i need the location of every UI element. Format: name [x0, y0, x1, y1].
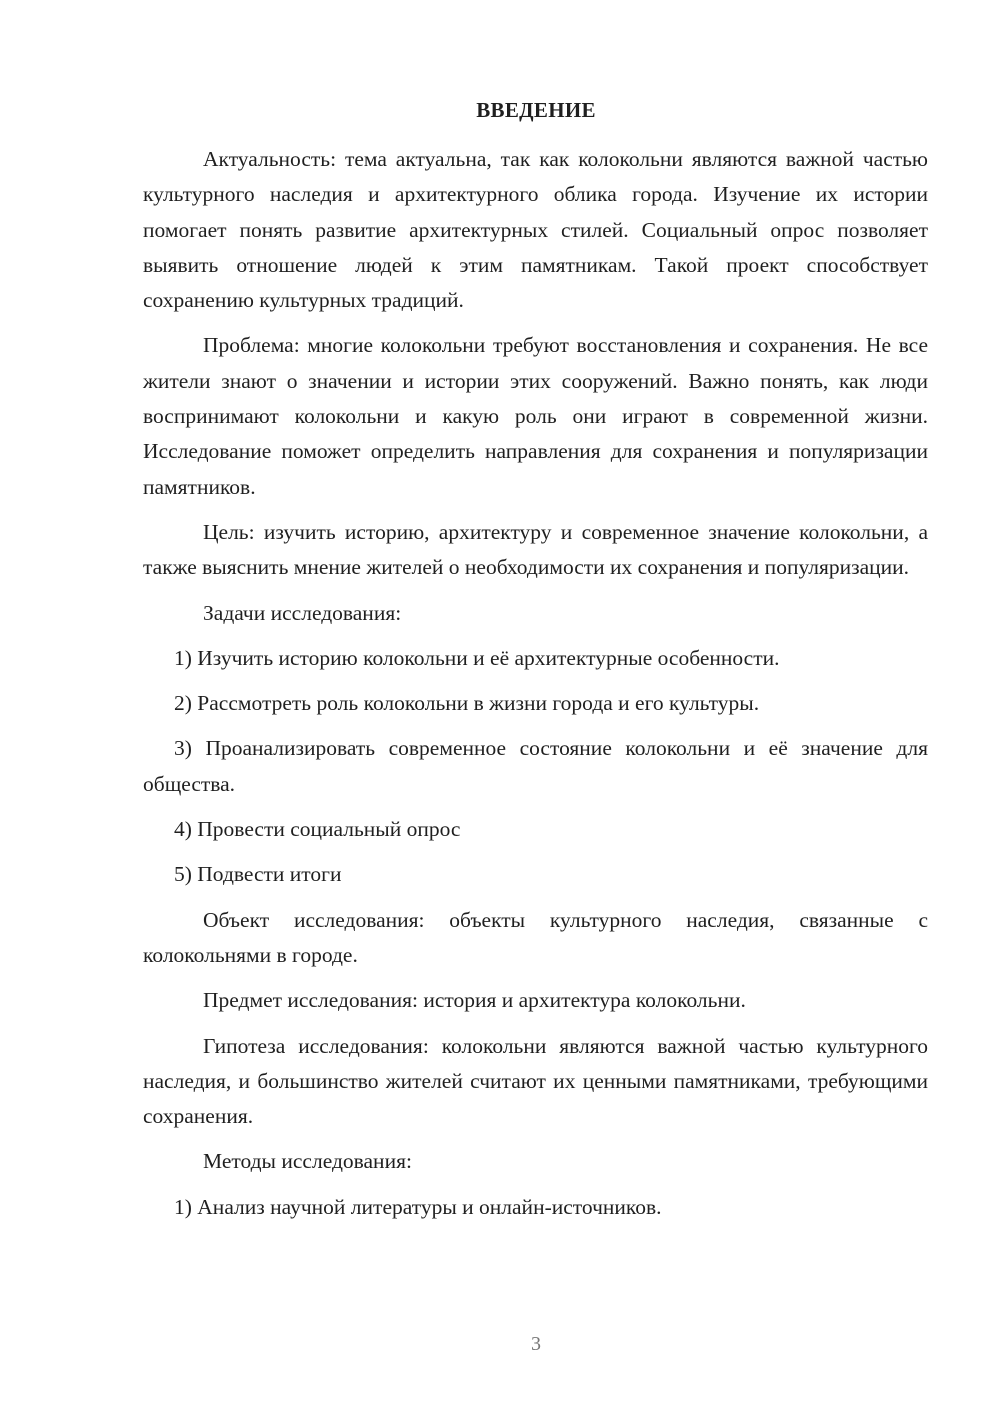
- methods-heading: Методы исследования:: [203, 1149, 412, 1174]
- task-item-5: 5) Подвести итоги: [174, 862, 342, 887]
- page-number: 3: [531, 1333, 541, 1355]
- task-item-1: 1) Изучить историю колокольни и её архитектурные особенности.: [174, 645, 780, 670]
- goal-paragraph: Цель: изучить историю, архитектуру и современное значение колокольни, а также выяснить мнение жителей о необходимости их сохранения и популяризации.: [143, 519, 928, 580]
- problem-paragraph: Проблема: многие колокольни требуют восстановления и сохранения. Не все жители знают о значении и истории этих сооружений. Важно понять, как люди воспринимают колокольни и какую роль они играют в современной жизни. Исследование поможет определить направления для сохранения и популяризации памятников.: [143, 333, 928, 499]
- task-item-4: 4) Провести социальный опрос: [174, 817, 461, 842]
- task-item-3: 3) Проанализировать современное состояние колокольни и её значение для общества.: [143, 736, 928, 796]
- hypothesis-paragraph: Гипотеза исследования: колокольни являются важной частью культурного наследия, и большинство жителей считают их ценными памятниками, требующими сохранения.: [143, 1033, 928, 1129]
- task-item-2: 2) Рассмотреть роль колокольни в жизни города и его культуры.: [174, 691, 760, 716]
- tasks-heading: Задачи исследования:: [203, 600, 402, 625]
- object-paragraph: Объект исследования: объекты культурного наследия, связанные с колокольнями в городе.: [143, 907, 928, 967]
- relevance-paragraph: Актуальность: тема актуальна, так как колокольни являются важной частью культурного наследия и архитектурного облика города. Изучение их истории помогает понять развитие архитектурных стилей. Социальный опрос позволяет выявить отношение людей к этим памятникам. Такой проект способствует сохранению культурных традиций.: [143, 147, 928, 313]
- method-item-1: 1) Анализ научной литературы и онлайн-источников.: [174, 1194, 662, 1219]
- page-title: ВВЕДЕНИЕ: [476, 98, 596, 122]
- document-body: [143, 142, 928, 1235]
- subject-paragraph: Предмет исследования: история и архитектура колокольни.: [203, 988, 746, 1013]
